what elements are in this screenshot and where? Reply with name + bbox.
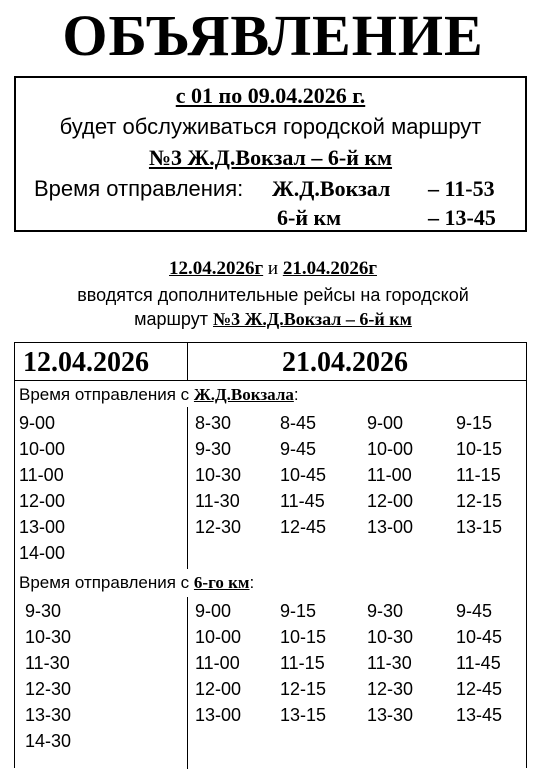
section1-col1-time: 14-00: [19, 543, 66, 563]
notice-period: с 01 по 09.04.2026 г.: [175, 83, 366, 108]
section2-col2-time: 11-30: [367, 653, 412, 673]
section2-col2-time: 13-30: [367, 705, 414, 725]
section2-col2-time: 10-00: [195, 627, 242, 647]
section2-col2-time: 11-45: [456, 653, 501, 673]
section2-col2-time: 13-00: [195, 705, 242, 725]
section1-title: [19, 385, 299, 405]
section2-col2-time: 11-15: [280, 653, 325, 673]
section1-label: Время отправления с: [19, 385, 190, 404]
section1-col2-time: 9-15: [456, 413, 493, 433]
section2-col1-time: 14-30: [25, 731, 72, 751]
header-divider: [187, 343, 188, 380]
section2-col2-time: 13-15: [280, 705, 327, 725]
section1-col2-time: 8-45: [280, 413, 317, 433]
extra-and: и: [267, 258, 279, 279]
header-rule: [15, 380, 526, 381]
section2-col1-time: 10-30: [25, 627, 72, 647]
section1-col2-time: 12-45: [280, 517, 327, 537]
departure-time-2: – 13-45: [428, 205, 496, 230]
section2-col2-time: 9-15: [280, 601, 317, 621]
page-title: ОБЪЯВЛЕНИЕ: [62, 3, 484, 68]
section2-col2-time: 11-00: [195, 653, 240, 673]
section1-col1-time: 12-00: [19, 491, 66, 511]
section2-col1-time: 9-30: [25, 601, 62, 621]
departure-stop-2: 6-й км: [277, 205, 342, 230]
section1-col2-time: 13-00: [367, 517, 414, 537]
section2-col2-time: 10-15: [280, 627, 327, 647]
section1-col1-time: 9-00: [19, 413, 56, 433]
notice-route: №3 Ж.Д.Вокзал – 6-й км: [148, 145, 393, 170]
section2-col2-time: 12-45: [456, 679, 503, 699]
section1-col2-time: 9-30: [195, 439, 232, 459]
section1-col2-time: 8-30: [195, 413, 232, 433]
section2-col2-time: 12-00: [195, 679, 242, 699]
section2-divider: [187, 597, 188, 769]
section1-col2-time: 11-15: [456, 465, 501, 485]
section2-col1-time: 11-30: [25, 653, 70, 673]
notice-text: будет обслуживаться городской маршрут: [59, 114, 482, 139]
section2-col2-time: 9-45: [456, 601, 493, 621]
section2-col2-time: 10-45: [456, 627, 503, 647]
col2-header: 21.04.2026: [282, 347, 408, 378]
section1-suffix: :: [293, 385, 299, 404]
section2-col2-time: 9-30: [367, 601, 404, 621]
extra-line-1: вводятся дополнительные рейсы на городской: [77, 285, 469, 305]
section1-col2-time: 9-00: [367, 413, 404, 433]
section1-col2-time: 13-15: [456, 517, 503, 537]
departure-time-1: – 11-53: [428, 176, 495, 201]
section2-col2-time: 12-15: [280, 679, 327, 699]
section2-col2-time: 9-00: [195, 601, 232, 621]
section1-divider: [187, 407, 188, 569]
section1-col2-time: 11-00: [367, 465, 412, 485]
section1-col2-time: 11-30: [195, 491, 240, 511]
section2-col1-time: 13-30: [25, 705, 72, 725]
section2-title: [19, 573, 254, 593]
extra-date-1: 12.04.2026г: [169, 258, 264, 279]
section1-col2-time: 10-15: [456, 439, 503, 459]
departure-label: Время отправления:: [34, 176, 244, 201]
section1-col2-time: 10-30: [195, 465, 242, 485]
extra-line-2-prefix: маршрут: [134, 309, 208, 329]
section2-col2-time: 13-45: [456, 705, 503, 725]
section1-place: Ж.Д.Вокзала: [193, 385, 294, 404]
schedule-table: [14, 342, 527, 768]
section2-col1-time: 12-30: [25, 679, 72, 699]
extra-date-2: 21.04.2026г: [282, 258, 377, 279]
extra-line-2: [0, 308, 546, 330]
section1-col2-time: 9-45: [280, 439, 317, 459]
section1-col2-time: 11-45: [280, 491, 325, 511]
section2-col2-time: 10-30: [367, 627, 414, 647]
notice-box: [14, 76, 527, 232]
extra-route: №3 Ж.Д.Вокзал – 6-й км: [213, 309, 412, 329]
section1-col2-time: 12-00: [367, 491, 414, 511]
section1-col2-time: 12-15: [456, 491, 503, 511]
section1-col2-time: 10-45: [280, 465, 327, 485]
section2-col2-time: 12-30: [367, 679, 414, 699]
section1-col1-time: 10-00: [19, 439, 66, 459]
section1-col1-time: 11-00: [19, 465, 64, 485]
section2-suffix: :: [249, 573, 255, 592]
section1-col2-time: 12-30: [195, 517, 242, 537]
section1-col1-time: 13-00: [19, 517, 66, 537]
section2-label: Время отправления с: [19, 573, 190, 592]
col1-header: 12.04.2026: [23, 347, 149, 378]
extra-dates-line: [0, 258, 546, 280]
section1-col2-time: 10-00: [367, 439, 414, 459]
section2-place: 6-го км: [193, 573, 250, 592]
departure-stop-1: Ж.Д.Вокзал: [272, 176, 391, 201]
